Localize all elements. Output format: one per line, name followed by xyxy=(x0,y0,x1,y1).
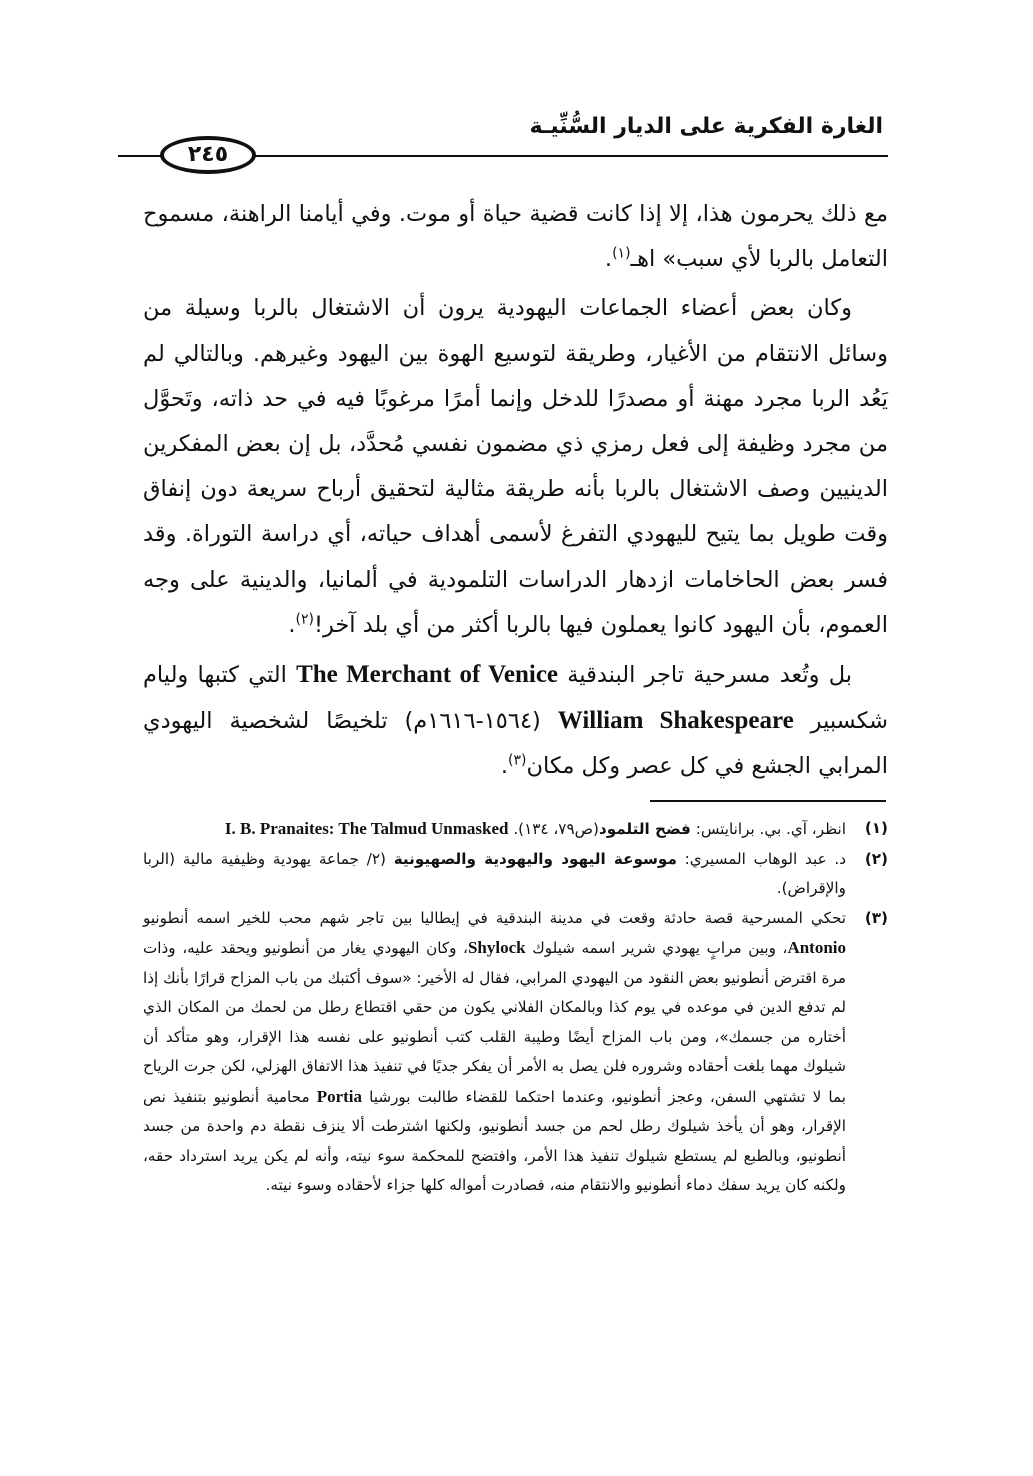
footnote-1 xyxy=(143,814,888,845)
footnote-3-text-b: ، وبين مرابٍ يهودي شرير اسمه شيلوك xyxy=(532,939,788,957)
footnote-3-text-a: تحكي المسرحية قصة حادثة وقعت في مدينة البندقية في إيطاليا بين تاجر شهم محب للخير اسمه أنطونيو xyxy=(143,908,846,927)
footnote-number: (٣) xyxy=(864,908,888,927)
footnote-3-latin-antonio: Antonio xyxy=(787,938,847,957)
paragraph-3-part-3: (١٥٦٤-١٦١٦م) تلخيصًا لشخصية اليهودي المرابي الجشع في كل عصر وكل مكان xyxy=(143,708,888,780)
footnote-text xyxy=(143,845,846,904)
footnote-3-text-d: محامية أنطونيو بتنفيذ نص الإقرار، وهو أن يأخذ شيلوك رطل لحم من جسد أنطونيو، ولكنها اشترطت ألا ينزف نقطة دم واحدة من جسد أنطونيو، وبالطبع لم يستطع شيلوك تنفيذ هذا الأمر، وافتضح للمحكمة سوء نيته، وأنه لم يكن يريد استرداد حقه، ولكنه كان يريد سفك دماء أنطونيو والانتقام منه، فصادرت أمواله كلها جزاء لأحقاده وسوء نيته. xyxy=(143,1087,846,1194)
paragraph-1 xyxy=(143,192,888,282)
paragraph-1-text: مع ذلك يحرمون هذا، إلا إذا كانت قضية حياة أو موت. وفي أيامنا الراهنة، مسموح التعامل بالربا لأي سبب» اهـ xyxy=(143,201,888,273)
footnote-1-latin: I. B. Pranaites: The Talmud Unmasked xyxy=(224,819,509,838)
footnote-3 xyxy=(143,904,888,1201)
footnote-number: (٢) xyxy=(864,849,888,868)
footnote-2 xyxy=(143,845,888,904)
footnote-3-latin-portia: Portia xyxy=(316,1086,363,1106)
paragraph-3-part-2: التي كتبها وليام شكسبير xyxy=(143,662,889,735)
footnote-text xyxy=(143,814,846,845)
latin-title-merchant: The Merchant of Venice xyxy=(296,661,559,689)
paragraph-1-end: . xyxy=(604,246,613,273)
footnotes xyxy=(143,814,888,1201)
paragraph-2-text: وكان بعض أعضاء الجماعات اليهودية يرون أن الاشتغال بالربا وسيلة من وسائل الانتقام من الأغيار، وطريقة لتوسيع الهوة بين اليهود وغيرهم. وبالتالي لم يَعُد الربا مجرد مهنة أو مصدرًا للدخل وإنما أمرًا مرغوبًا فيه في حد ذاته، وتَحوَّل من مجرد وظيفة إلى فعل رمزي ذي مضمون نفسي مُحدَّد، بل إن بعض المفكرين الدينيين وصف الاشتغال بالربا بأنه طريقة مثالية لتحقيق أرباح سريعة دون إنفاق وقت طويل بما يتيح لليهودي التفرغ لأسمى أهداف حياته، أي دراسة التوراة. وقد فسر بعض الحاخامات ازدهار الدراسات التلمودية في ألمانيا، والدينية على وجه العموم، بأن اليهود كانوا يعملون فيها بالربا أكثر من أي بلد آخر! xyxy=(143,295,888,638)
page-number: ٢٤٥ xyxy=(187,142,229,167)
main-text xyxy=(143,192,888,790)
footnote-2-book-title: موسوعة اليهود واليهودية والصهيونية xyxy=(393,849,677,868)
footnote-2-prefix: د. عبد الوهاب المسيري: xyxy=(684,849,847,868)
footnote-2-suffix: (٢/ جماعة يهودية وظيفية مالية (الربا والإقراض). xyxy=(143,849,846,897)
footnote-3-text-c: ، وكان اليهودي يغار من أنطونيو ويحقد عليه، وذات مرة اقترض أنطونيو بعض النقود من اليهودي المرابي، فقال له الأخير: «سوف أكتبك من باب المزاح قرارًا بأنك إذا لم تدفع الدين في موعده في يوم كذا وبالمكان الفلاني يكون من حقي اقتطاع رطل من لحمك من المكان الذي أختاره من جسمك»، ومن باب المزاح أيضًا وطيبة القلب كتب أنطونيو على نفسه هذا الإقرار، وهو متأكد أن شيلوك مهما بلغت أحقاده وشروره فلن يصل به الأمر أن يفكر جديًا في تنفيذ هذا الاتفاق الهزلي، لكن جرت الرياح بما لا تشتهي السفن، وعجز أنطونيو، وعندما احتكما للقضاء طالبت بورشيا xyxy=(143,939,847,1106)
footnote-ref-2[interactable]: (٢) xyxy=(295,611,314,628)
footnote-1-suffix: (ص٧٩، ١٣٤). xyxy=(513,820,599,838)
running-title: الغارة الفكرية على الديار السُّنِّيـة xyxy=(529,114,883,139)
paragraph-2-end: . xyxy=(288,611,296,638)
footnote-ref-3[interactable]: (٣) xyxy=(508,752,527,769)
page-number-badge xyxy=(160,136,256,174)
footnote-ref-1[interactable]: (١) xyxy=(612,245,631,262)
paragraph-3-end: . xyxy=(500,753,509,780)
footnote-text xyxy=(143,904,846,1201)
footnote-number: (١) xyxy=(864,819,888,837)
footnote-1-prefix: انظر، آي. بي. برانايتس: xyxy=(695,820,846,838)
paragraph-2 xyxy=(143,286,888,648)
paragraph-3 xyxy=(143,652,888,790)
footnote-3-latin-shylock: Shylock xyxy=(467,938,526,957)
footnote-rule xyxy=(650,800,886,802)
paragraph-3-part-1: بل وتُعد مسرحية تاجر البندقية xyxy=(567,662,852,689)
footnote-1-book-title: فضح التلمود xyxy=(598,820,691,838)
latin-name-shakespeare: William Shakespeare xyxy=(557,707,794,735)
